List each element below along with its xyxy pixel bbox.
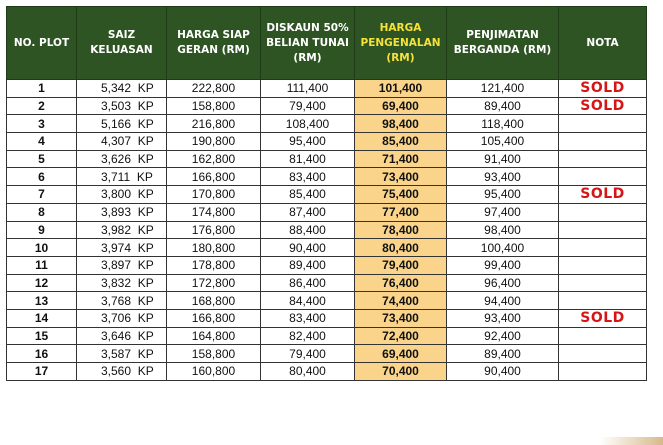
- cell-grant-price: [167, 309, 261, 327]
- cell-cash-discount: [261, 97, 355, 115]
- cell-plot-number-value: 17: [34, 364, 49, 379]
- cell-cash-discount-value: 83,400: [289, 169, 326, 184]
- header-savings: [447, 7, 559, 80]
- header-price: [167, 7, 261, 80]
- cell-cash-discount: [261, 221, 355, 239]
- cell-plot-number-value: 7: [38, 187, 45, 202]
- cell-grant-price: [167, 203, 261, 221]
- cell-plot-number: [7, 239, 77, 257]
- cell-size-value: 3,768: [101, 293, 132, 308]
- cell-size: [77, 97, 167, 115]
- cell-size: [77, 133, 167, 151]
- price-list-container: [6, 6, 647, 381]
- cell-note: [559, 168, 647, 186]
- cell-note: [559, 292, 647, 310]
- cell-note: [559, 363, 647, 381]
- cell-savings-value: 96,400: [484, 275, 521, 290]
- cell-note: [559, 186, 647, 204]
- cell-intro-price-value: 71,400: [382, 152, 419, 167]
- table-row: [7, 327, 647, 345]
- cell-cash-discount-value: 88,400: [289, 222, 326, 237]
- cell-size-unit: KP: [137, 293, 154, 308]
- cell-size-unit: KP: [137, 275, 154, 290]
- cell-grant-price-value: 222,800: [191, 81, 236, 96]
- cell-intro-price-value: 85,400: [382, 134, 419, 149]
- cell-size: [77, 327, 167, 345]
- cell-savings-value: 89,400: [484, 346, 521, 361]
- cell-intro-price: [355, 97, 447, 115]
- cell-plot-number: [7, 203, 77, 221]
- cell-savings: [447, 239, 559, 257]
- cell-cash-discount-value: 108,400: [285, 116, 330, 131]
- cell-size: [77, 221, 167, 239]
- corner-decoration: [573, 437, 663, 445]
- cell-intro-price: [355, 274, 447, 292]
- cell-grant-price-value: 168,800: [191, 293, 236, 308]
- cell-savings-value: 92,400: [484, 328, 521, 343]
- cell-grant-price: [167, 80, 261, 98]
- cell-note: [559, 203, 647, 221]
- cell-note: [559, 274, 647, 292]
- cell-savings-value: 118,400: [481, 116, 524, 131]
- cell-size-value: 3,711: [101, 169, 131, 184]
- header-intro-line1: HARGA: [379, 21, 422, 34]
- cell-intro-price-value: 73,400: [382, 169, 419, 184]
- cell-size-unit: KP: [137, 134, 154, 149]
- cell-savings: [447, 221, 559, 239]
- cell-grant-price-value: 180,800: [191, 240, 236, 255]
- table-body: [7, 80, 647, 381]
- cell-size-unit: KP: [136, 169, 153, 184]
- cell-note-value: SOLD: [580, 98, 625, 115]
- cell-cash-discount: [261, 80, 355, 98]
- cell-intro-price: [355, 203, 447, 221]
- cell-plot-number-value: 4: [38, 134, 45, 149]
- cell-size: [77, 309, 167, 327]
- cell-cash-discount: [261, 274, 355, 292]
- table-header: [7, 7, 647, 80]
- cell-savings: [447, 186, 559, 204]
- cell-size-unit: KP: [137, 328, 154, 343]
- cell-savings: [447, 168, 559, 186]
- cell-size: [77, 256, 167, 274]
- cell-cash-discount: [261, 203, 355, 221]
- header-plot-label: NO. PLOT: [13, 36, 70, 49]
- cell-savings: [447, 327, 559, 345]
- cell-grant-price: [167, 97, 261, 115]
- cell-grant-price-value: 172,800: [191, 275, 236, 290]
- table-row: [7, 363, 647, 381]
- cell-plot-number: [7, 97, 77, 115]
- cell-intro-price-value: 80,400: [382, 240, 419, 255]
- header-plot: [7, 7, 77, 80]
- cell-intro-price: [355, 186, 447, 204]
- table-row: [7, 292, 647, 310]
- cell-intro-price-value: 79,400: [382, 258, 419, 273]
- header-discount: [261, 7, 355, 80]
- cell-size: [77, 274, 167, 292]
- cell-plot-number: [7, 150, 77, 168]
- header-discount-line3: (RM): [293, 51, 322, 64]
- table-row: [7, 203, 647, 221]
- cell-size: [77, 80, 167, 98]
- cell-intro-price: [355, 80, 447, 98]
- cell-size: [77, 150, 167, 168]
- cell-cash-discount: [261, 133, 355, 151]
- cell-plot-number-value: 9: [38, 222, 45, 237]
- cell-intro-price-value: 78,400: [382, 222, 419, 237]
- cell-cash-discount: [261, 115, 355, 133]
- cell-intro-price: [355, 115, 447, 133]
- table-row: [7, 274, 647, 292]
- cell-grant-price: [167, 221, 261, 239]
- cell-intro-price: [355, 292, 447, 310]
- cell-intro-price-value: 73,400: [382, 311, 419, 326]
- cell-cash-discount-value: 80,400: [289, 364, 326, 379]
- cell-size: [77, 203, 167, 221]
- cell-intro-price-value: 69,400: [382, 346, 419, 361]
- cell-plot-number: [7, 221, 77, 239]
- header-discount-line1: DISKAUN 50%: [266, 21, 349, 34]
- cell-plot-number-value: 14: [34, 311, 49, 326]
- header-savings-line2: BERGANDA (RM): [453, 44, 552, 56]
- cell-grant-price: [167, 292, 261, 310]
- cell-size-value: 3,832: [101, 275, 132, 290]
- table-row: [7, 221, 647, 239]
- cell-grant-price-value: 166,800: [191, 311, 236, 326]
- cell-plot-number: [7, 133, 77, 151]
- cell-note: [559, 80, 647, 98]
- cell-size: [77, 115, 167, 133]
- cell-note: [559, 133, 647, 151]
- header-intro-price: [355, 7, 447, 80]
- cell-savings: [447, 309, 559, 327]
- cell-plot-number-value: 6: [38, 169, 45, 184]
- cell-note: [559, 239, 647, 257]
- cell-note: [559, 327, 647, 345]
- header-intro-line2: PENGENALAN: [360, 36, 441, 49]
- cell-plot-number-value: 12: [34, 275, 49, 290]
- cell-note: [559, 97, 647, 115]
- cell-note-value: SOLD: [580, 310, 625, 327]
- cell-size-value: 3,587: [101, 346, 132, 361]
- cell-size-unit: KP: [137, 99, 154, 114]
- cell-size-unit: KP: [137, 240, 154, 255]
- header-row: [7, 7, 647, 80]
- cell-cash-discount: [261, 292, 355, 310]
- cell-plot-number: [7, 256, 77, 274]
- table-row: [7, 133, 647, 151]
- cell-grant-price: [167, 345, 261, 363]
- cell-intro-price: [355, 327, 447, 345]
- cell-plot-number-value: 8: [38, 205, 45, 220]
- cell-plot-number: [7, 309, 77, 327]
- cell-grant-price-value: 158,800: [191, 99, 236, 114]
- cell-note-value: SOLD: [580, 186, 625, 203]
- table-row: [7, 256, 647, 274]
- cell-savings: [447, 292, 559, 310]
- cell-size: [77, 186, 167, 204]
- cell-note: [559, 150, 647, 168]
- cell-grant-price: [167, 256, 261, 274]
- cell-grant-price-value: 164,800: [191, 328, 236, 343]
- cell-grant-price: [167, 133, 261, 151]
- cell-intro-price: [355, 309, 447, 327]
- cell-cash-discount-value: 79,400: [289, 99, 326, 114]
- header-note: [559, 7, 647, 80]
- header-intro-line3: (RM): [386, 51, 415, 64]
- cell-plot-number-value: 1: [38, 81, 45, 96]
- cell-intro-price-value: 69,400: [382, 99, 419, 114]
- cell-savings: [447, 80, 559, 98]
- cell-size-value: 4,307: [101, 134, 132, 149]
- cell-intro-price: [355, 345, 447, 363]
- header-discount-line2: BELIAN TUNAI: [266, 36, 349, 49]
- cell-size: [77, 345, 167, 363]
- cell-size-unit: KP: [137, 81, 154, 96]
- cell-cash-discount: [261, 186, 355, 204]
- cell-grant-price: [167, 115, 261, 133]
- cell-note: [559, 221, 647, 239]
- table-row: [7, 239, 647, 257]
- cell-savings-value: 90,400: [484, 364, 521, 379]
- header-price-line2: GERAN (RM): [177, 44, 250, 56]
- cell-intro-price-value: 98,400: [382, 116, 419, 131]
- cell-size-unit: KP: [137, 311, 154, 326]
- cell-savings-value: 89,400: [484, 99, 521, 114]
- cell-intro-price: [355, 221, 447, 239]
- cell-savings: [447, 203, 559, 221]
- cell-savings: [447, 274, 559, 292]
- cell-size: [77, 363, 167, 381]
- cell-grant-price: [167, 274, 261, 292]
- header-size-label: SAIZ KELUASAN: [90, 29, 153, 56]
- table-row: [7, 345, 647, 363]
- cell-cash-discount: [261, 309, 355, 327]
- cell-plot-number-value: 16: [34, 346, 49, 361]
- cell-grant-price-value: 158,800: [191, 346, 236, 361]
- cell-size: [77, 292, 167, 310]
- cell-intro-price-value: 74,400: [382, 293, 419, 308]
- cell-intro-price: [355, 239, 447, 257]
- table-row: [7, 97, 647, 115]
- cell-size: [77, 168, 167, 186]
- cell-size: [77, 239, 167, 257]
- cell-plot-number-value: 3: [38, 116, 45, 131]
- cell-size-unit: KP: [137, 222, 154, 237]
- cell-intro-price-value: 101,400: [378, 81, 423, 96]
- table-row: [7, 168, 647, 186]
- table-row: [7, 150, 647, 168]
- cell-size-unit: KP: [137, 364, 154, 379]
- cell-size-value: 3,706: [101, 311, 132, 326]
- cell-size-value: 3,897: [101, 258, 132, 273]
- cell-savings-value: 91,400: [484, 152, 521, 167]
- cell-note: [559, 309, 647, 327]
- cell-grant-price-value: 216,800: [191, 116, 236, 131]
- cell-cash-discount-value: 111,400: [286, 81, 329, 96]
- cell-size-unit: KP: [137, 205, 154, 220]
- cell-intro-price-value: 70,400: [382, 364, 419, 379]
- cell-savings: [447, 363, 559, 381]
- cell-size-value: 3,626: [101, 152, 132, 167]
- cell-savings-value: 93,400: [484, 311, 521, 326]
- plot-price-table: [6, 6, 647, 381]
- cell-size-value: 5,342: [101, 81, 132, 96]
- cell-grant-price-value: 160,800: [191, 364, 236, 379]
- cell-savings-value: 93,400: [484, 169, 521, 184]
- cell-note: [559, 345, 647, 363]
- cell-intro-price-value: 75,400: [382, 187, 419, 202]
- cell-cash-discount-value: 82,400: [289, 328, 326, 343]
- cell-size-value: 3,800: [101, 187, 132, 202]
- cell-size-value: 5,166: [101, 116, 132, 131]
- header-price-line1: HARGA SIAP: [177, 29, 250, 41]
- cell-savings: [447, 115, 559, 133]
- cell-plot-number: [7, 168, 77, 186]
- cell-grant-price: [167, 239, 261, 257]
- cell-intro-price-value: 72,400: [382, 328, 419, 343]
- cell-size-value: 3,560: [101, 364, 132, 379]
- cell-plot-number: [7, 345, 77, 363]
- cell-grant-price-value: 174,800: [191, 205, 236, 220]
- header-note-label: NOTA: [586, 36, 619, 49]
- cell-savings-value: 94,400: [484, 293, 521, 308]
- cell-grant-price: [167, 186, 261, 204]
- cell-intro-price: [355, 168, 447, 186]
- cell-plot-number-value: 13: [34, 293, 49, 308]
- cell-cash-discount-value: 84,400: [289, 293, 326, 308]
- cell-cash-discount-value: 89,400: [289, 258, 326, 273]
- cell-cash-discount: [261, 150, 355, 168]
- cell-cash-discount-value: 87,400: [289, 205, 326, 220]
- cell-intro-price: [355, 363, 447, 381]
- cell-plot-number: [7, 292, 77, 310]
- cell-cash-discount-value: 95,400: [289, 134, 326, 149]
- cell-intro-price: [355, 133, 447, 151]
- cell-savings-value: 121,400: [480, 81, 525, 96]
- cell-size-unit: KP: [137, 187, 154, 202]
- cell-size-unit: KP: [137, 346, 154, 361]
- cell-intro-price-value: 77,400: [382, 205, 419, 220]
- cell-intro-price: [355, 150, 447, 168]
- cell-savings-value: 100,400: [480, 240, 525, 255]
- cell-size-value: 3,646: [101, 328, 132, 343]
- cell-grant-price: [167, 327, 261, 345]
- cell-note-value: SOLD: [580, 80, 625, 97]
- cell-plot-number-value: 15: [34, 328, 49, 343]
- cell-grant-price: [167, 150, 261, 168]
- cell-grant-price-value: 178,800: [191, 258, 236, 273]
- cell-cash-discount: [261, 168, 355, 186]
- cell-note: [559, 256, 647, 274]
- cell-savings: [447, 345, 559, 363]
- cell-savings: [447, 97, 559, 115]
- cell-plot-number: [7, 363, 77, 381]
- cell-cash-discount: [261, 327, 355, 345]
- cell-size-value: 3,974: [101, 240, 132, 255]
- cell-savings-value: 99,400: [484, 258, 521, 273]
- cell-cash-discount: [261, 256, 355, 274]
- cell-savings-value: 105,400: [480, 134, 525, 149]
- cell-intro-price: [355, 256, 447, 274]
- cell-note: [559, 115, 647, 133]
- cell-cash-discount-value: 81,400: [289, 152, 326, 167]
- cell-savings-value: 97,400: [484, 205, 521, 220]
- cell-grant-price-value: 162,800: [191, 152, 236, 167]
- cell-cash-discount-value: 85,400: [289, 187, 326, 202]
- cell-grant-price-value: 170,800: [191, 187, 236, 202]
- cell-cash-discount-value: 86,400: [289, 275, 326, 290]
- cell-intro-price-value: 76,400: [382, 275, 419, 290]
- cell-plot-number: [7, 115, 77, 133]
- cell-cash-discount: [261, 363, 355, 381]
- cell-plot-number: [7, 186, 77, 204]
- cell-plot-number-value: 11: [35, 258, 48, 273]
- table-row: [7, 80, 647, 98]
- cell-grant-price-value: 166,800: [191, 169, 236, 184]
- cell-savings-value: 95,400: [484, 187, 521, 202]
- cell-cash-discount-value: 90,400: [289, 240, 326, 255]
- cell-plot-number-value: 5: [38, 152, 45, 167]
- cell-size-value: 3,893: [101, 205, 132, 220]
- table-row: [7, 309, 647, 327]
- cell-plot-number-value: 2: [38, 99, 45, 114]
- cell-size-value: 3,982: [101, 222, 132, 237]
- cell-grant-price: [167, 363, 261, 381]
- cell-plot-number-value: 10: [34, 240, 49, 255]
- cell-savings: [447, 133, 559, 151]
- cell-cash-discount-value: 79,400: [289, 346, 326, 361]
- cell-plot-number: [7, 80, 77, 98]
- table-row: [7, 115, 647, 133]
- cell-grant-price: [167, 168, 261, 186]
- cell-cash-discount: [261, 239, 355, 257]
- cell-cash-discount-value: 83,400: [289, 311, 326, 326]
- cell-size-unit: KP: [137, 258, 154, 273]
- cell-plot-number: [7, 327, 77, 345]
- table-row: [7, 186, 647, 204]
- header-size: [77, 7, 167, 80]
- cell-grant-price-value: 190,800: [191, 134, 236, 149]
- cell-size-value: 3,503: [101, 99, 132, 114]
- cell-savings: [447, 150, 559, 168]
- cell-savings: [447, 256, 559, 274]
- cell-plot-number: [7, 274, 77, 292]
- cell-cash-discount: [261, 345, 355, 363]
- cell-size-unit: KP: [137, 152, 154, 167]
- cell-size-unit: KP: [137, 116, 154, 131]
- cell-grant-price-value: 176,800: [191, 222, 236, 237]
- cell-savings-value: 98,400: [484, 222, 521, 237]
- header-savings-line1: PENJIMATAN: [466, 29, 539, 41]
